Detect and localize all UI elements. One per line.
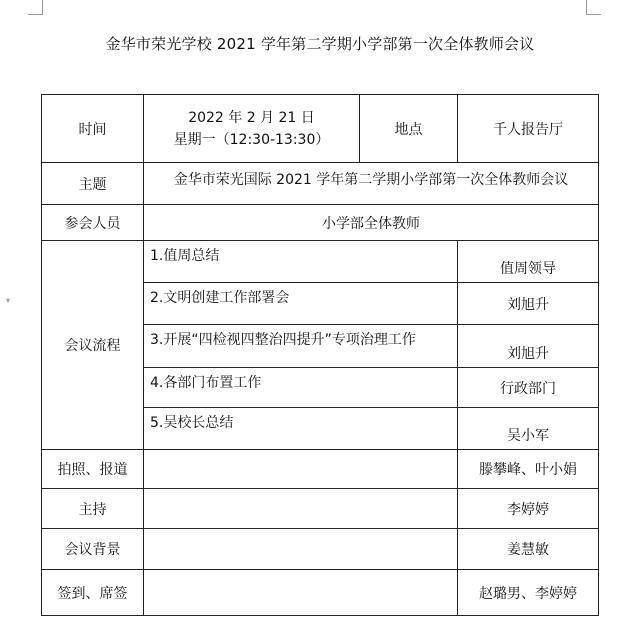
signin-row (42, 570, 599, 616)
photo-row (42, 450, 599, 489)
topic-row (42, 163, 599, 205)
photo-empty-cell (144, 450, 458, 489)
process-item: 3.开展“四检视四整治四提升”专项治理工作 (144, 325, 458, 368)
process-person: 吴小军 (458, 408, 599, 450)
host-value: 李婷婷 (458, 489, 599, 529)
process-item: 1.值周总结 (144, 241, 458, 283)
background-value: 姜慧敏 (458, 529, 599, 570)
page-corner-mark-right (586, 0, 601, 15)
meeting-date: 2022 年 2 月 21 日 (188, 109, 315, 126)
topic-label: 主题 (42, 163, 144, 205)
host-row (42, 489, 599, 529)
host-label: 主持 (42, 489, 144, 529)
meeting-weekday-time: 星期一（12:30-13:30） (173, 131, 330, 148)
process-label: 会议流程 (42, 241, 144, 450)
time-label: 时间 (42, 95, 144, 163)
process-item: 4.各部门布置工作 (144, 368, 458, 408)
topic-value: 金华市荣光国际 2021 学年第二学期小学部第一次全体教师会议 (144, 163, 599, 205)
time-row (42, 95, 599, 163)
background-label: 会议背景 (42, 529, 144, 570)
attendees-row (42, 205, 599, 241)
signin-value: 赵璐男、李婷婷 (458, 570, 599, 616)
document-title: 金华市荣光学校 2021 学年第二学期小学部第一次全体教师会议 (105, 35, 535, 53)
attendees-value: 小学部全体教师 (144, 205, 599, 241)
margin-marker: ▾ (6, 296, 11, 305)
process-person: 刘旭升 (458, 283, 599, 325)
process-item: 5.吴校长总结 (144, 408, 458, 450)
photo-label: 拍照、报道 (42, 450, 144, 489)
meeting-table (41, 94, 599, 616)
process-person: 值周领导 (458, 241, 599, 283)
time-value (144, 95, 360, 163)
attendees-label: 参会人员 (42, 205, 144, 241)
process-item: 2.文明创建工作部署会 (144, 283, 458, 325)
location-value: 千人报告厅 (458, 95, 599, 163)
host-empty-cell (144, 489, 458, 529)
signin-empty-cell (144, 570, 458, 616)
process-row (42, 241, 599, 283)
signin-label: 签到、席签 (42, 570, 144, 616)
location-label: 地点 (360, 95, 458, 163)
background-row (42, 529, 599, 570)
background-empty-cell (144, 529, 458, 570)
photo-value: 滕攀峰、叶小娟 (458, 450, 599, 489)
page-corner-mark-left (28, 0, 43, 15)
process-person: 行政部门 (458, 368, 599, 408)
process-person: 刘旭升 (458, 325, 599, 368)
